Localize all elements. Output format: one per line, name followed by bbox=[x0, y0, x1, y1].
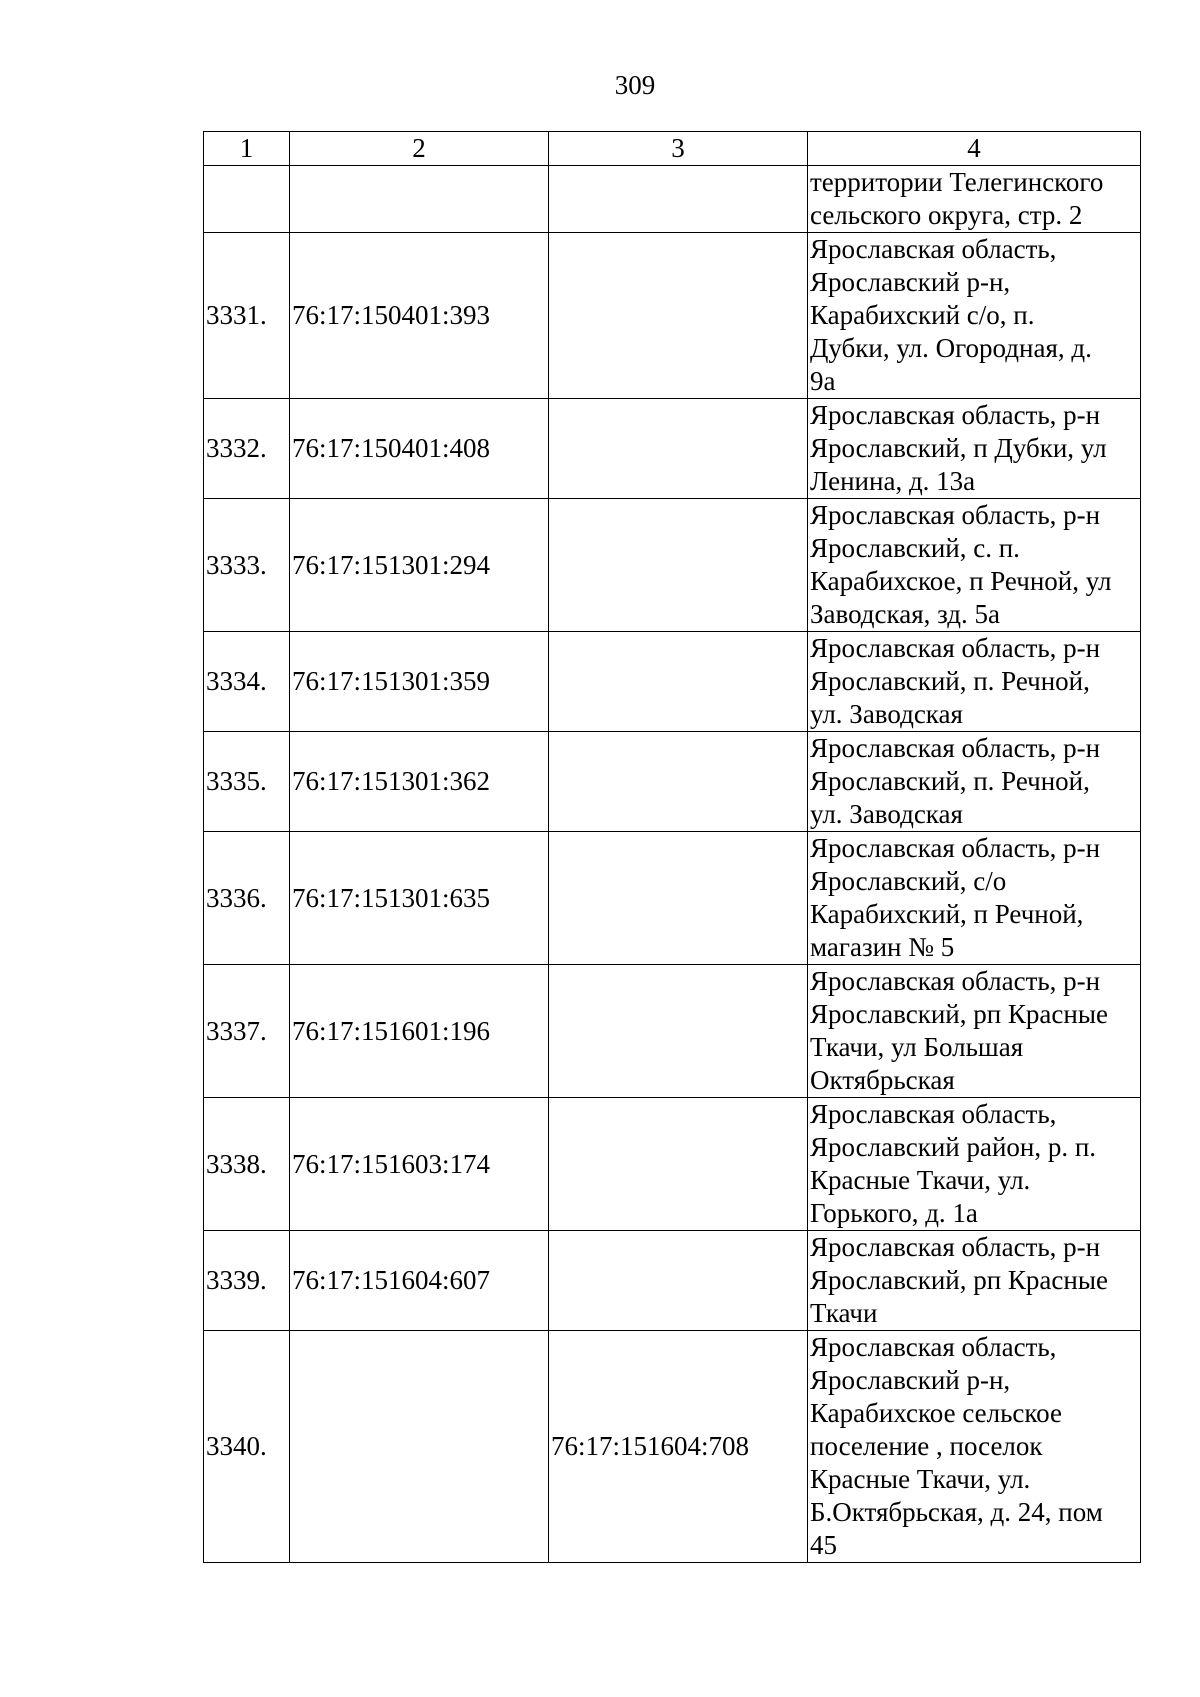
table-row bbox=[204, 166, 1141, 233]
table-row bbox=[204, 233, 1141, 399]
cadastral-number-col2-text: 76:17:151301:294 bbox=[292, 549, 491, 580]
table-row bbox=[204, 499, 1141, 632]
cadastral-number-col3 bbox=[549, 1098, 808, 1231]
row-number-text: 3340. bbox=[206, 1431, 267, 1461]
row-number-text: 3338. bbox=[206, 1148, 267, 1179]
cadastral-number-col3 bbox=[549, 965, 808, 1098]
cadastral-number-col2-text: 76:17:151301:362 bbox=[292, 766, 491, 796]
cadastral-number-col2-text: 76:17:151604:607 bbox=[292, 1265, 491, 1295]
address-cell bbox=[808, 632, 1141, 732]
address-cell bbox=[808, 1331, 1141, 1563]
cadastral-number-col2 bbox=[290, 632, 549, 732]
row-number bbox=[204, 399, 290, 499]
row-number bbox=[204, 233, 290, 399]
address-cell bbox=[808, 732, 1141, 832]
cadastral-number-col2 bbox=[290, 732, 549, 832]
address-cell-text: Ярославская область, р-н Ярославский, рп Красные Ткачи, ул Большая Октябрьская bbox=[810, 966, 1108, 1095]
cadastral-number-col2-text: 76:17:151301:359 bbox=[292, 666, 491, 696]
registry-table bbox=[203, 131, 1141, 1563]
table-row bbox=[204, 832, 1141, 965]
cadastral-number-col2 bbox=[290, 1331, 549, 1563]
address-cell bbox=[808, 1231, 1141, 1331]
row-number bbox=[204, 499, 290, 632]
address-cell-text: Ярославская область, р-н Ярославский, п Дубки, ул Ленина, д. 13а bbox=[810, 400, 1107, 496]
cadastral-number-col2 bbox=[290, 965, 549, 1098]
address-cell-text: Ярославская область, р-н Ярославский, с/о Карабихский, п Речной, магазин № 5 bbox=[810, 833, 1101, 962]
cadastral-number-col2-text: 76:17:151601:196 bbox=[292, 1015, 491, 1046]
cadastral-number-col3 bbox=[549, 399, 808, 499]
table-row bbox=[204, 632, 1141, 732]
address-cell-text: территории Телегинского сельского округа, стр. 2 bbox=[810, 167, 1104, 230]
page-number: 309 bbox=[614, 70, 656, 100]
cadastral-number-col3 bbox=[549, 499, 808, 632]
row-number-text: 3336. bbox=[206, 882, 267, 913]
address-cell bbox=[808, 965, 1141, 1098]
cadastral-number-col2-text: 76:17:150401:393 bbox=[292, 300, 491, 330]
address-cell-text: Ярославская область, р-н Ярославский, рп Красные Ткачи bbox=[810, 1232, 1108, 1328]
table-header-row bbox=[204, 132, 1141, 166]
address-cell bbox=[808, 832, 1141, 965]
address-cell bbox=[808, 499, 1141, 632]
address-cell-text: Ярославская область, Ярославский район, р. п. Красные Ткачи, ул. Горького, д. 1а bbox=[810, 1099, 1097, 1228]
cadastral-number-col2-text: 76:17:151603:174 bbox=[292, 1148, 491, 1179]
cadastral-number-col3 bbox=[549, 1331, 808, 1563]
row-number-text: 3339. bbox=[206, 1265, 267, 1295]
row-number bbox=[204, 632, 290, 732]
column-header-2: 2 bbox=[290, 132, 549, 166]
table-row bbox=[204, 399, 1141, 499]
address-cell-text: Ярославская область, р-н Ярославский, п. Речной, ул. Заводская bbox=[810, 633, 1101, 729]
row-number-text: 3337. bbox=[206, 1015, 267, 1046]
address-cell bbox=[808, 233, 1141, 399]
column-header-3: 3 bbox=[549, 132, 808, 166]
table-row bbox=[204, 732, 1141, 832]
table-row bbox=[204, 965, 1141, 1098]
cadastral-number-col2 bbox=[290, 166, 549, 233]
cadastral-number-col3 bbox=[549, 1231, 808, 1331]
row-number-text: 3332. bbox=[206, 433, 267, 463]
address-cell-text: Ярославская область, Ярославский р-н, Карабихское сельское поселение , поселок Красные Ткачи, ул. Б.Октябрьская, д. 24, пом 45 bbox=[810, 1332, 1103, 1560]
cadastral-number-col2-text: 76:17:151301:635 bbox=[292, 882, 491, 913]
cadastral-number-col2 bbox=[290, 499, 549, 632]
row-number-text: 3331. bbox=[206, 300, 267, 330]
address-cell-text: Ярославская область, р-н Ярославский, с. п. Карабихское, п Речной, ул Заводская, зд. 5а bbox=[810, 500, 1112, 629]
cadastral-number-col2 bbox=[290, 1098, 549, 1231]
cadastral-number-col3 bbox=[549, 166, 808, 233]
table-row bbox=[204, 1331, 1141, 1563]
row-number bbox=[204, 965, 290, 1098]
cadastral-number-col2 bbox=[290, 832, 549, 965]
cadastral-number-col3 bbox=[549, 732, 808, 832]
row-number bbox=[204, 1098, 290, 1231]
address-cell bbox=[808, 1098, 1141, 1231]
address-cell bbox=[808, 166, 1141, 233]
row-number bbox=[204, 166, 290, 233]
column-header-4: 4 bbox=[808, 132, 1141, 166]
cadastral-number-col2 bbox=[290, 1231, 549, 1331]
column-header-1: 1 bbox=[204, 132, 290, 166]
table-body bbox=[204, 166, 1141, 1563]
row-number bbox=[204, 732, 290, 832]
cadastral-number-col3 bbox=[549, 233, 808, 399]
table-row bbox=[204, 1098, 1141, 1231]
row-number-text: 3334. bbox=[206, 666, 267, 696]
row-number bbox=[204, 1331, 290, 1563]
table-row bbox=[204, 1231, 1141, 1331]
address-cell bbox=[808, 399, 1141, 499]
cadastral-number-col3-text: 76:17:151604:708 bbox=[551, 1431, 750, 1461]
row-number bbox=[204, 832, 290, 965]
cadastral-number-col2 bbox=[290, 233, 549, 399]
row-number bbox=[204, 1231, 290, 1331]
cadastral-number-col2 bbox=[290, 399, 549, 499]
address-cell-text: Ярославская область, р-н Ярославский, п. Речной, ул. Заводская bbox=[810, 733, 1101, 829]
cadastral-number-col2-text: 76:17:150401:408 bbox=[292, 433, 491, 463]
cadastral-number-col3 bbox=[549, 832, 808, 965]
cadastral-number-col3 bbox=[549, 632, 808, 732]
row-number-text: 3333. bbox=[206, 549, 267, 580]
address-cell-text: Ярославская область, Ярославский р-н, Карабихский с/о, п. Дубки, ул. Огородная, д. 9а bbox=[810, 234, 1092, 396]
row-number-text: 3335. bbox=[206, 766, 267, 796]
